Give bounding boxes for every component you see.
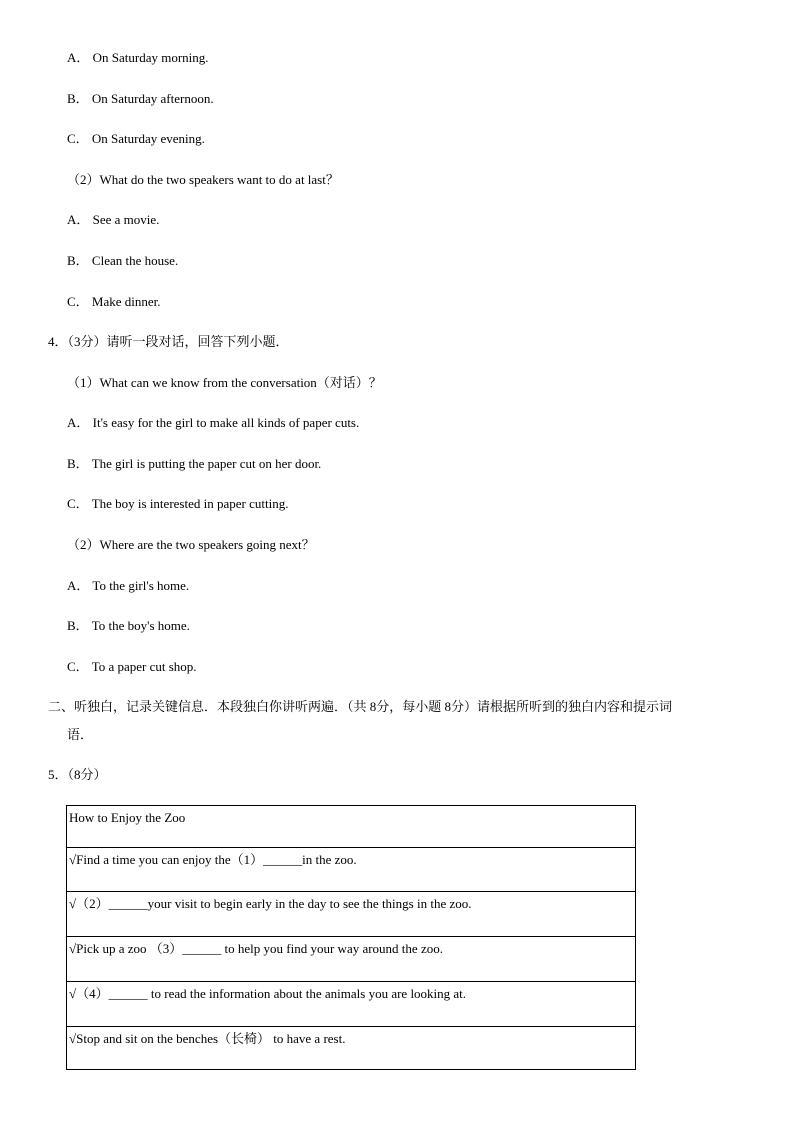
q4-part1-option-c: [67, 496, 288, 512]
q4-part2-option-c: [67, 659, 197, 675]
option-text: The girl is putting the paper cut on her door.: [91, 456, 322, 471]
section2-heading-line2: 语．: [67, 727, 94, 742]
table-row: [67, 806, 636, 848]
option-letter: B．: [67, 253, 89, 268]
q3-part2-option-c: [67, 294, 161, 310]
option-letter: A．: [67, 212, 90, 227]
rest-tip-text: √Stop and sit on the benches（长椅） to have a rest.: [69, 1031, 346, 1046]
q3-part2-question: （2）What do the two speakers want to do at last？: [67, 172, 339, 187]
q4-part1-option-a: [67, 415, 359, 431]
option-text: To the boy's home.: [91, 618, 190, 633]
q3-part2-option-a: [67, 212, 159, 228]
option-text: On Saturday evening.: [91, 131, 205, 146]
option-letter: B．: [67, 91, 89, 106]
zoo-tips-table: [66, 805, 636, 1070]
blank-1-text: √Find a time you can enjoy the（1）______in the zoo.: [69, 852, 357, 867]
option-text: On Saturday morning.: [92, 50, 209, 65]
q5-heading: 5．（8分）: [48, 767, 107, 782]
q4-part1-option-b: [67, 456, 321, 472]
table-row: [67, 982, 636, 1027]
table-title: How to Enjoy the Zoo: [69, 810, 186, 825]
option-text: It's easy for the girl to make all kinds of paper cuts.: [92, 415, 360, 430]
table-cell: [67, 806, 636, 848]
option-text: See a movie.: [92, 212, 160, 227]
table-cell: [67, 1027, 636, 1070]
q3-part1-option-c: [67, 131, 205, 147]
blank-4-text: √（4）______ to read the information about the animals you are looking at.: [69, 986, 467, 1001]
table-cell: [67, 892, 636, 937]
q4-part2-option-b: [67, 618, 190, 634]
option-letter: C．: [67, 496, 89, 511]
option-text: To a paper cut shop.: [91, 659, 197, 674]
table-row: [67, 892, 636, 937]
option-text: Clean the house.: [91, 253, 179, 268]
option-text: To the girl's home.: [92, 578, 190, 593]
table-row: [67, 1027, 636, 1070]
q4-part2-question: （2）Where are the two speakers going next？: [67, 537, 315, 552]
q3-part1-option-b: [67, 91, 214, 107]
blank-2-text: √（2）______your visit to begin early in the day to see the things in the zoo.: [69, 896, 472, 911]
q4-part2-option-a: [67, 578, 189, 594]
option-letter: C．: [67, 131, 89, 146]
table-cell: [67, 848, 636, 892]
table-row: [67, 937, 636, 982]
option-letter: C．: [67, 294, 89, 309]
option-text: The boy is interested in paper cutting.: [91, 496, 289, 511]
q3-part2-option-b: [67, 253, 178, 269]
option-letter: C．: [67, 659, 89, 674]
option-text: Make dinner.: [91, 294, 161, 309]
option-letter: B．: [67, 456, 89, 471]
option-letter: A．: [67, 578, 90, 593]
blank-3-text: √Pick up a zoo （3）______ to help you find your way around the zoo.: [69, 941, 443, 956]
option-letter: A．: [67, 50, 90, 65]
section2-heading-line1: 二、听独白，记录关键信息．本段独白你讲听两遍．（共 8分，每小题 8分）请根据所听到的独白内容和提示词: [48, 699, 673, 714]
option-letter: A．: [67, 415, 90, 430]
q4-part1-question: （1）What can we know from the conversation（对话）？: [67, 375, 382, 390]
table-row: [67, 848, 636, 892]
option-text: On Saturday afternoon.: [91, 91, 214, 106]
q3-part1-option-a: [67, 50, 209, 66]
option-letter: B．: [67, 618, 89, 633]
q4-heading: 4．（3分）请听一段对话，回答下列小题．: [48, 334, 289, 349]
table-cell: [67, 982, 636, 1027]
table-cell: [67, 937, 636, 982]
